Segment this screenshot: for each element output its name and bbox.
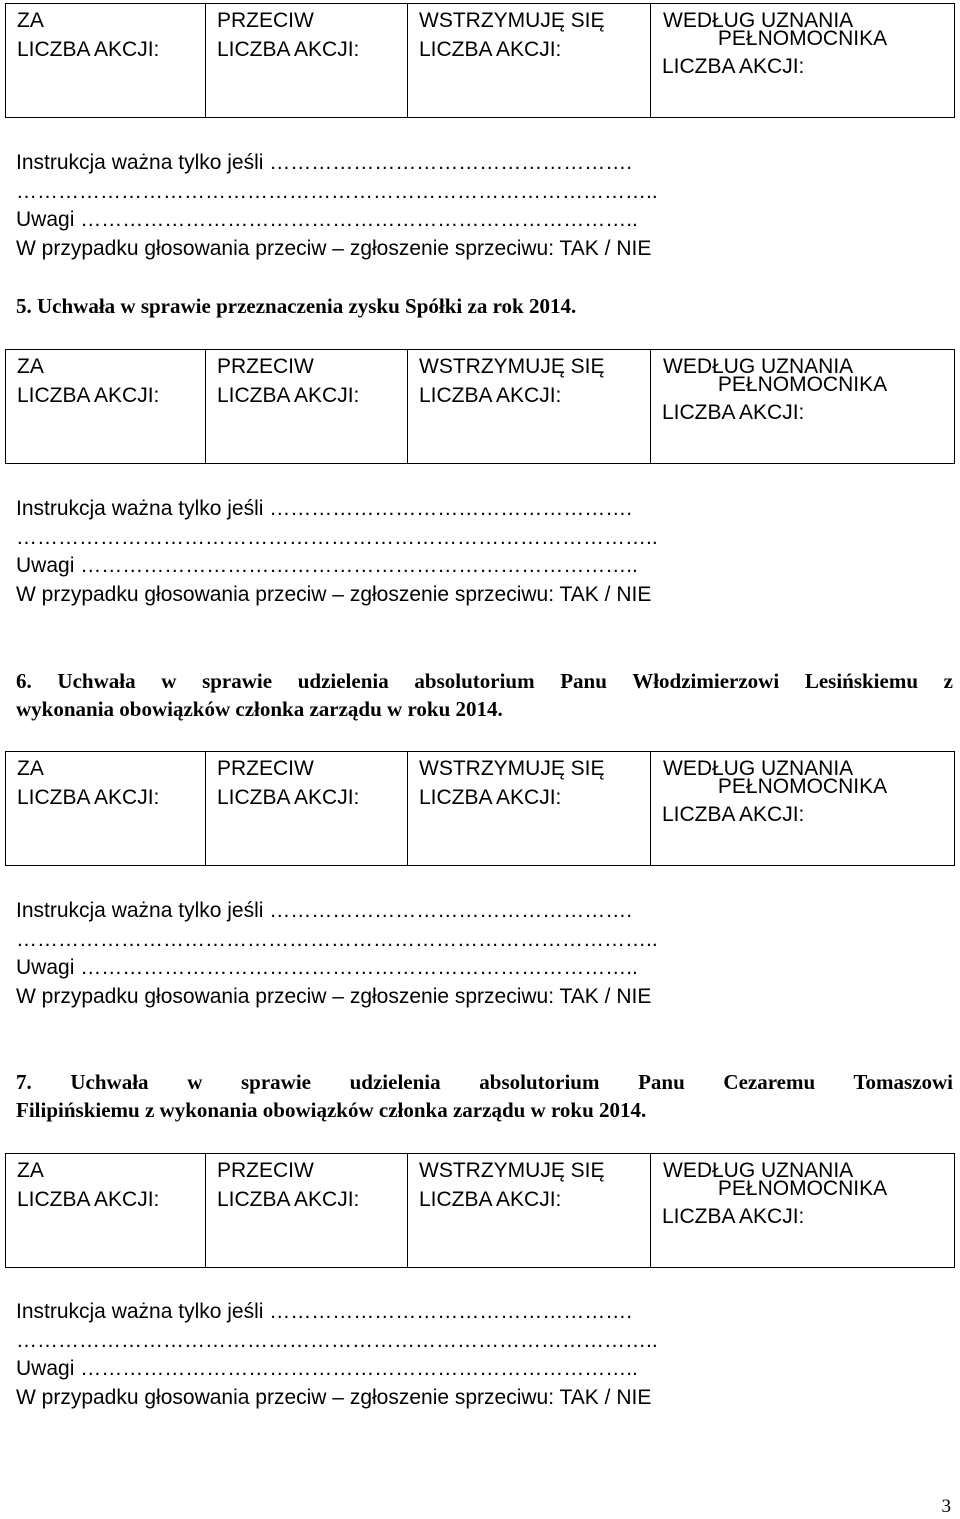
vote-cell-wstrzymuje[interactable] [408, 4, 651, 118]
vote-cell-wedlug-uznania[interactable] [651, 752, 955, 866]
uwagi-line[interactable]: Uwagi …………………………………………………………………….. [16, 208, 638, 231]
vote-table [5, 3, 955, 118]
liczba-akcji-label: LICZBA AKCJI: [662, 803, 805, 826]
liczba-akcji-label: LICZBA AKCJI: [217, 384, 360, 407]
vote-cell-za[interactable] [6, 350, 206, 464]
vote-cell-wstrzymuje[interactable] [408, 350, 651, 464]
vote-cell-przeciw[interactable] [206, 752, 408, 866]
wstrzymuje-label: WSTRZYMUJĘ SIĘ [419, 9, 605, 32]
resolution-heading [16, 667, 953, 723]
instrukcja-line[interactable]: Instrukcja ważna tylko jeśli ……………………………………………. [16, 151, 633, 174]
przeciw-label: PRZECIW [217, 9, 314, 32]
liczba-akcji-label: LICZBA AKCJI: [217, 38, 360, 61]
vote-table [5, 349, 955, 464]
vote-cell-za[interactable] [6, 752, 206, 866]
instrukcja-line[interactable]: Instrukcja ważna tylko jeśli ……………………………………………. [16, 899, 633, 922]
liczba-akcji-label: LICZBA AKCJI: [419, 1188, 562, 1211]
sprzeciw-line[interactable]: W przypadku głosowania przeciw – zgłoszenie sprzeciwu: TAK / NIE [16, 1385, 652, 1409]
notes-block [16, 897, 946, 1011]
przeciw-label: PRZECIW [217, 1159, 314, 1182]
pelnomocnika-label: PEŁNOMOCNIKA [717, 1177, 888, 1200]
resolution-heading-line: 7. Uchwała w sprawie udzielenia absolutorium Panu Cezaremu Tomaszowi [16, 1070, 953, 1094]
wstrzymuje-label: WSTRZYMUJĘ SIĘ [419, 757, 605, 780]
liczba-akcji-label: LICZBA AKCJI: [419, 38, 562, 61]
liczba-akcji-label: LICZBA AKCJI: [17, 384, 160, 407]
vote-table [5, 1153, 955, 1268]
liczba-akcji-label: LICZBA AKCJI: [662, 401, 805, 424]
instrukcja-line[interactable]: Instrukcja ważna tylko jeśli ……………………………………………. [16, 497, 633, 520]
wedlug-uznania-label: WEDŁUG UZNANIA [663, 355, 854, 378]
vote-cell-za[interactable] [6, 1154, 206, 1268]
pelnomocnika-label: PEŁNOMOCNIKA [717, 775, 888, 798]
resolution-heading-line: wykonania obowiązków członka zarządu w roku 2014. [16, 697, 503, 721]
instrukcja-continuation-line[interactable]: ……………………………………………………………………………….. [16, 525, 658, 549]
wedlug-uznania-label: WEDŁUG UZNANIA [663, 1159, 854, 1182]
page-number: 3 [941, 1496, 951, 1517]
liczba-akcji-label: LICZBA AKCJI: [217, 786, 360, 809]
pelnomocnika-label: PEŁNOMOCNIKA [717, 27, 888, 50]
wstrzymuje-label: WSTRZYMUJĘ SIĘ [419, 1159, 605, 1182]
za-label: ZA [17, 1159, 44, 1182]
vote-cell-wstrzymuje[interactable] [408, 752, 651, 866]
resolution-heading [16, 1068, 953, 1124]
resolution-heading-line: 5. Uchwała w sprawie przeznaczenia zysku Spółki za rok 2014. [16, 294, 577, 318]
vote-cell-wedlug-uznania[interactable] [651, 1154, 955, 1268]
notes-block [16, 149, 946, 263]
vote-cell-przeciw[interactable] [206, 1154, 408, 1268]
uwagi-line[interactable]: Uwagi …………………………………………………………………….. [16, 956, 638, 979]
przeciw-label: PRZECIW [217, 757, 314, 780]
vote-cell-za[interactable] [6, 4, 206, 118]
liczba-akcji-label: LICZBA AKCJI: [17, 786, 160, 809]
resolution-heading-line: Filipińskiemu z wykonania obowiązków członka zarządu w roku 2014. [16, 1098, 647, 1122]
liczba-akcji-label: LICZBA AKCJI: [17, 1188, 160, 1211]
vote-cell-wstrzymuje[interactable] [408, 1154, 651, 1268]
liczba-akcji-label: LICZBA AKCJI: [217, 1188, 360, 1211]
instrukcja-line[interactable]: Instrukcja ważna tylko jeśli ……………………………………………. [16, 1300, 633, 1323]
liczba-akcji-label: LICZBA AKCJI: [662, 1205, 805, 1228]
za-label: ZA [17, 9, 44, 32]
sprzeciw-line[interactable]: W przypadku głosowania przeciw – zgłoszenie sprzeciwu: TAK / NIE [16, 984, 652, 1008]
vote-cell-przeciw[interactable] [206, 350, 408, 464]
liczba-akcji-label: LICZBA AKCJI: [17, 38, 160, 61]
za-label: ZA [17, 757, 44, 780]
przeciw-label: PRZECIW [217, 355, 314, 378]
pelnomocnika-label: PEŁNOMOCNIKA [717, 373, 888, 396]
za-label: ZA [17, 355, 44, 378]
liczba-akcji-label: LICZBA AKCJI: [419, 384, 562, 407]
resolution-heading [16, 292, 953, 320]
sprzeciw-line[interactable]: W przypadku głosowania przeciw – zgłoszenie sprzeciwu: TAK / NIE [16, 236, 652, 260]
vote-table [5, 751, 955, 866]
notes-block [16, 1298, 946, 1412]
resolution-heading-line: 6. Uchwała w sprawie udzielenia absolutorium Panu Włodzimierzowi Lesińskiemu z [16, 669, 953, 693]
vote-cell-przeciw[interactable] [206, 4, 408, 118]
uwagi-line[interactable]: Uwagi …………………………………………………………………….. [16, 1357, 638, 1380]
uwagi-line[interactable]: Uwagi …………………………………………………………………….. [16, 554, 638, 577]
instrukcja-continuation-line[interactable]: ……………………………………………………………………………….. [16, 1328, 658, 1352]
liczba-akcji-label: LICZBA AKCJI: [419, 786, 562, 809]
wstrzymuje-label: WSTRZYMUJĘ SIĘ [419, 355, 605, 378]
wedlug-uznania-label: WEDŁUG UZNANIA [663, 757, 854, 780]
sprzeciw-line[interactable]: W przypadku głosowania przeciw – zgłoszenie sprzeciwu: TAK / NIE [16, 582, 652, 606]
instrukcja-continuation-line[interactable]: ……………………………………………………………………………….. [16, 179, 658, 203]
liczba-akcji-label: LICZBA AKCJI: [662, 55, 805, 78]
wedlug-uznania-label: WEDŁUG UZNANIA [663, 9, 854, 32]
instrukcja-continuation-line[interactable]: ……………………………………………………………………………….. [16, 927, 658, 951]
vote-cell-wedlug-uznania[interactable] [651, 4, 955, 118]
vote-cell-wedlug-uznania[interactable] [651, 350, 955, 464]
notes-block [16, 495, 946, 609]
